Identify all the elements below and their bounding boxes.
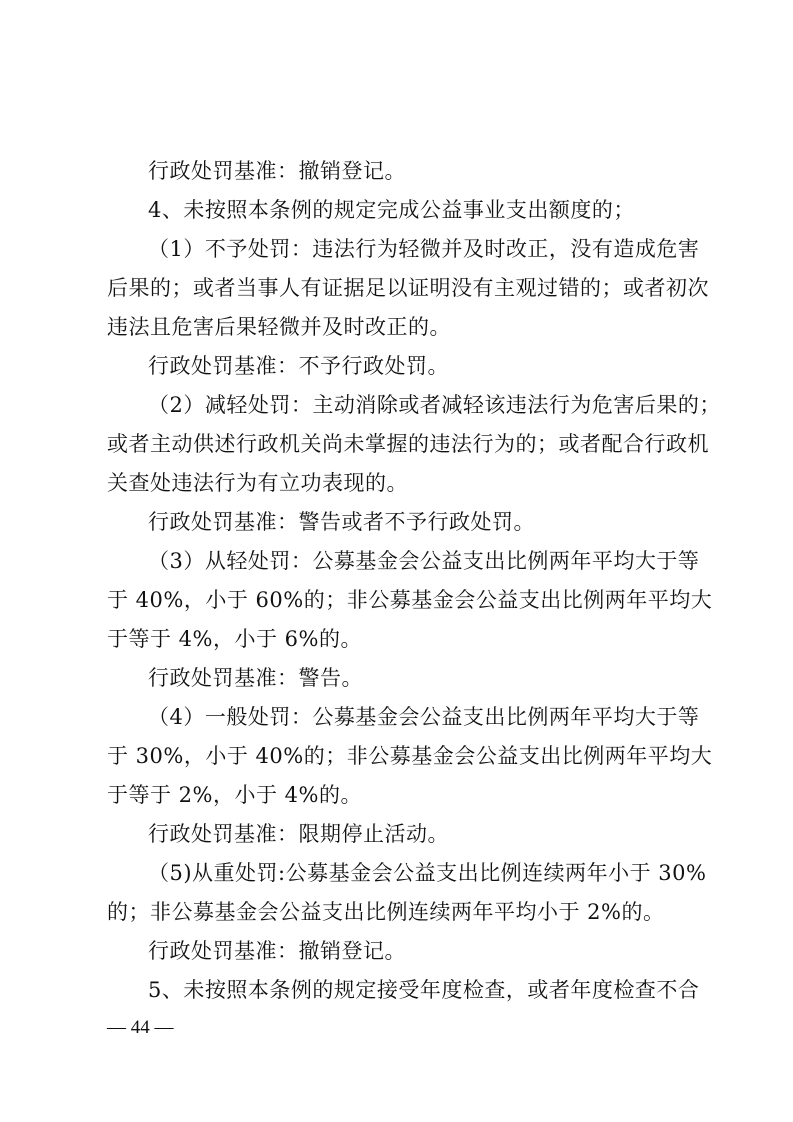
paragraph-line: 于 30%，小于 40%的；非公募基金会公益支出比例两年平均大 — [107, 744, 713, 768]
paragraph-line: 行政处罚基准：撤销登记。 — [148, 939, 406, 963]
paragraph-line: （2）减轻处罚：主动消除或者减轻该违法行为危害后果的； — [148, 393, 721, 417]
paragraph-line: （5)从重处罚:公募基金会公益支出比例连续两年小于 30% — [148, 861, 707, 885]
paragraph-line: （1）不予处罚：违法行为轻微并及时改正，没有造成危害 — [148, 237, 700, 261]
paragraph-line: 行政处罚基准：警告。 — [148, 666, 363, 690]
paragraph-line: 行政处罚基准：限期停止活动。 — [148, 822, 449, 846]
paragraph-line: （3）从轻处罚：公募基金会公益支出比例两年平均大于等 — [148, 549, 700, 573]
paragraph-line: 的；非公募基金会公益支出比例连续两年平均小于 2%的。 — [107, 900, 665, 924]
paragraph-line: 4、未按照本条例的规定完成公益事业支出额度的； — [148, 198, 635, 222]
paragraph-line: 违法且危害后果轻微并及时改正的。 — [107, 315, 451, 339]
paragraph-line: 于 40%，小于 60%的；非公募基金会公益支出比例两年平均大 — [107, 588, 713, 612]
paragraph-line: 后果的；或者当事人有证据足以证明没有主观过错的；或者初次 — [107, 276, 709, 300]
paragraph-line: 行政处罚基准：撤销登记。 — [148, 159, 406, 183]
paragraph-line: 行政处罚基准：不予行政处罚。 — [148, 354, 449, 378]
page-number: — 44 — — [107, 1017, 174, 1038]
paragraph-line: 行政处罚基准：警告或者不予行政处罚。 — [148, 510, 535, 534]
paragraph-line: 或者主动供述行政机关尚未掌握的违法行为的；或者配合行政机 — [107, 432, 709, 456]
paragraph-line: （4）一般处罚：公募基金会公益支出比例两年平均大于等 — [148, 705, 700, 729]
paragraph-line: 关查处违法行为有立功表现的。 — [107, 471, 408, 495]
paragraph-line: 5、未按照本条例的规定接受年度检查，或者年度检查不合 — [148, 978, 700, 1002]
paragraph-line: 于等于 4%，小于 6%的。 — [107, 627, 362, 651]
paragraph-line: 于等于 2%，小于 4%的。 — [107, 783, 362, 807]
